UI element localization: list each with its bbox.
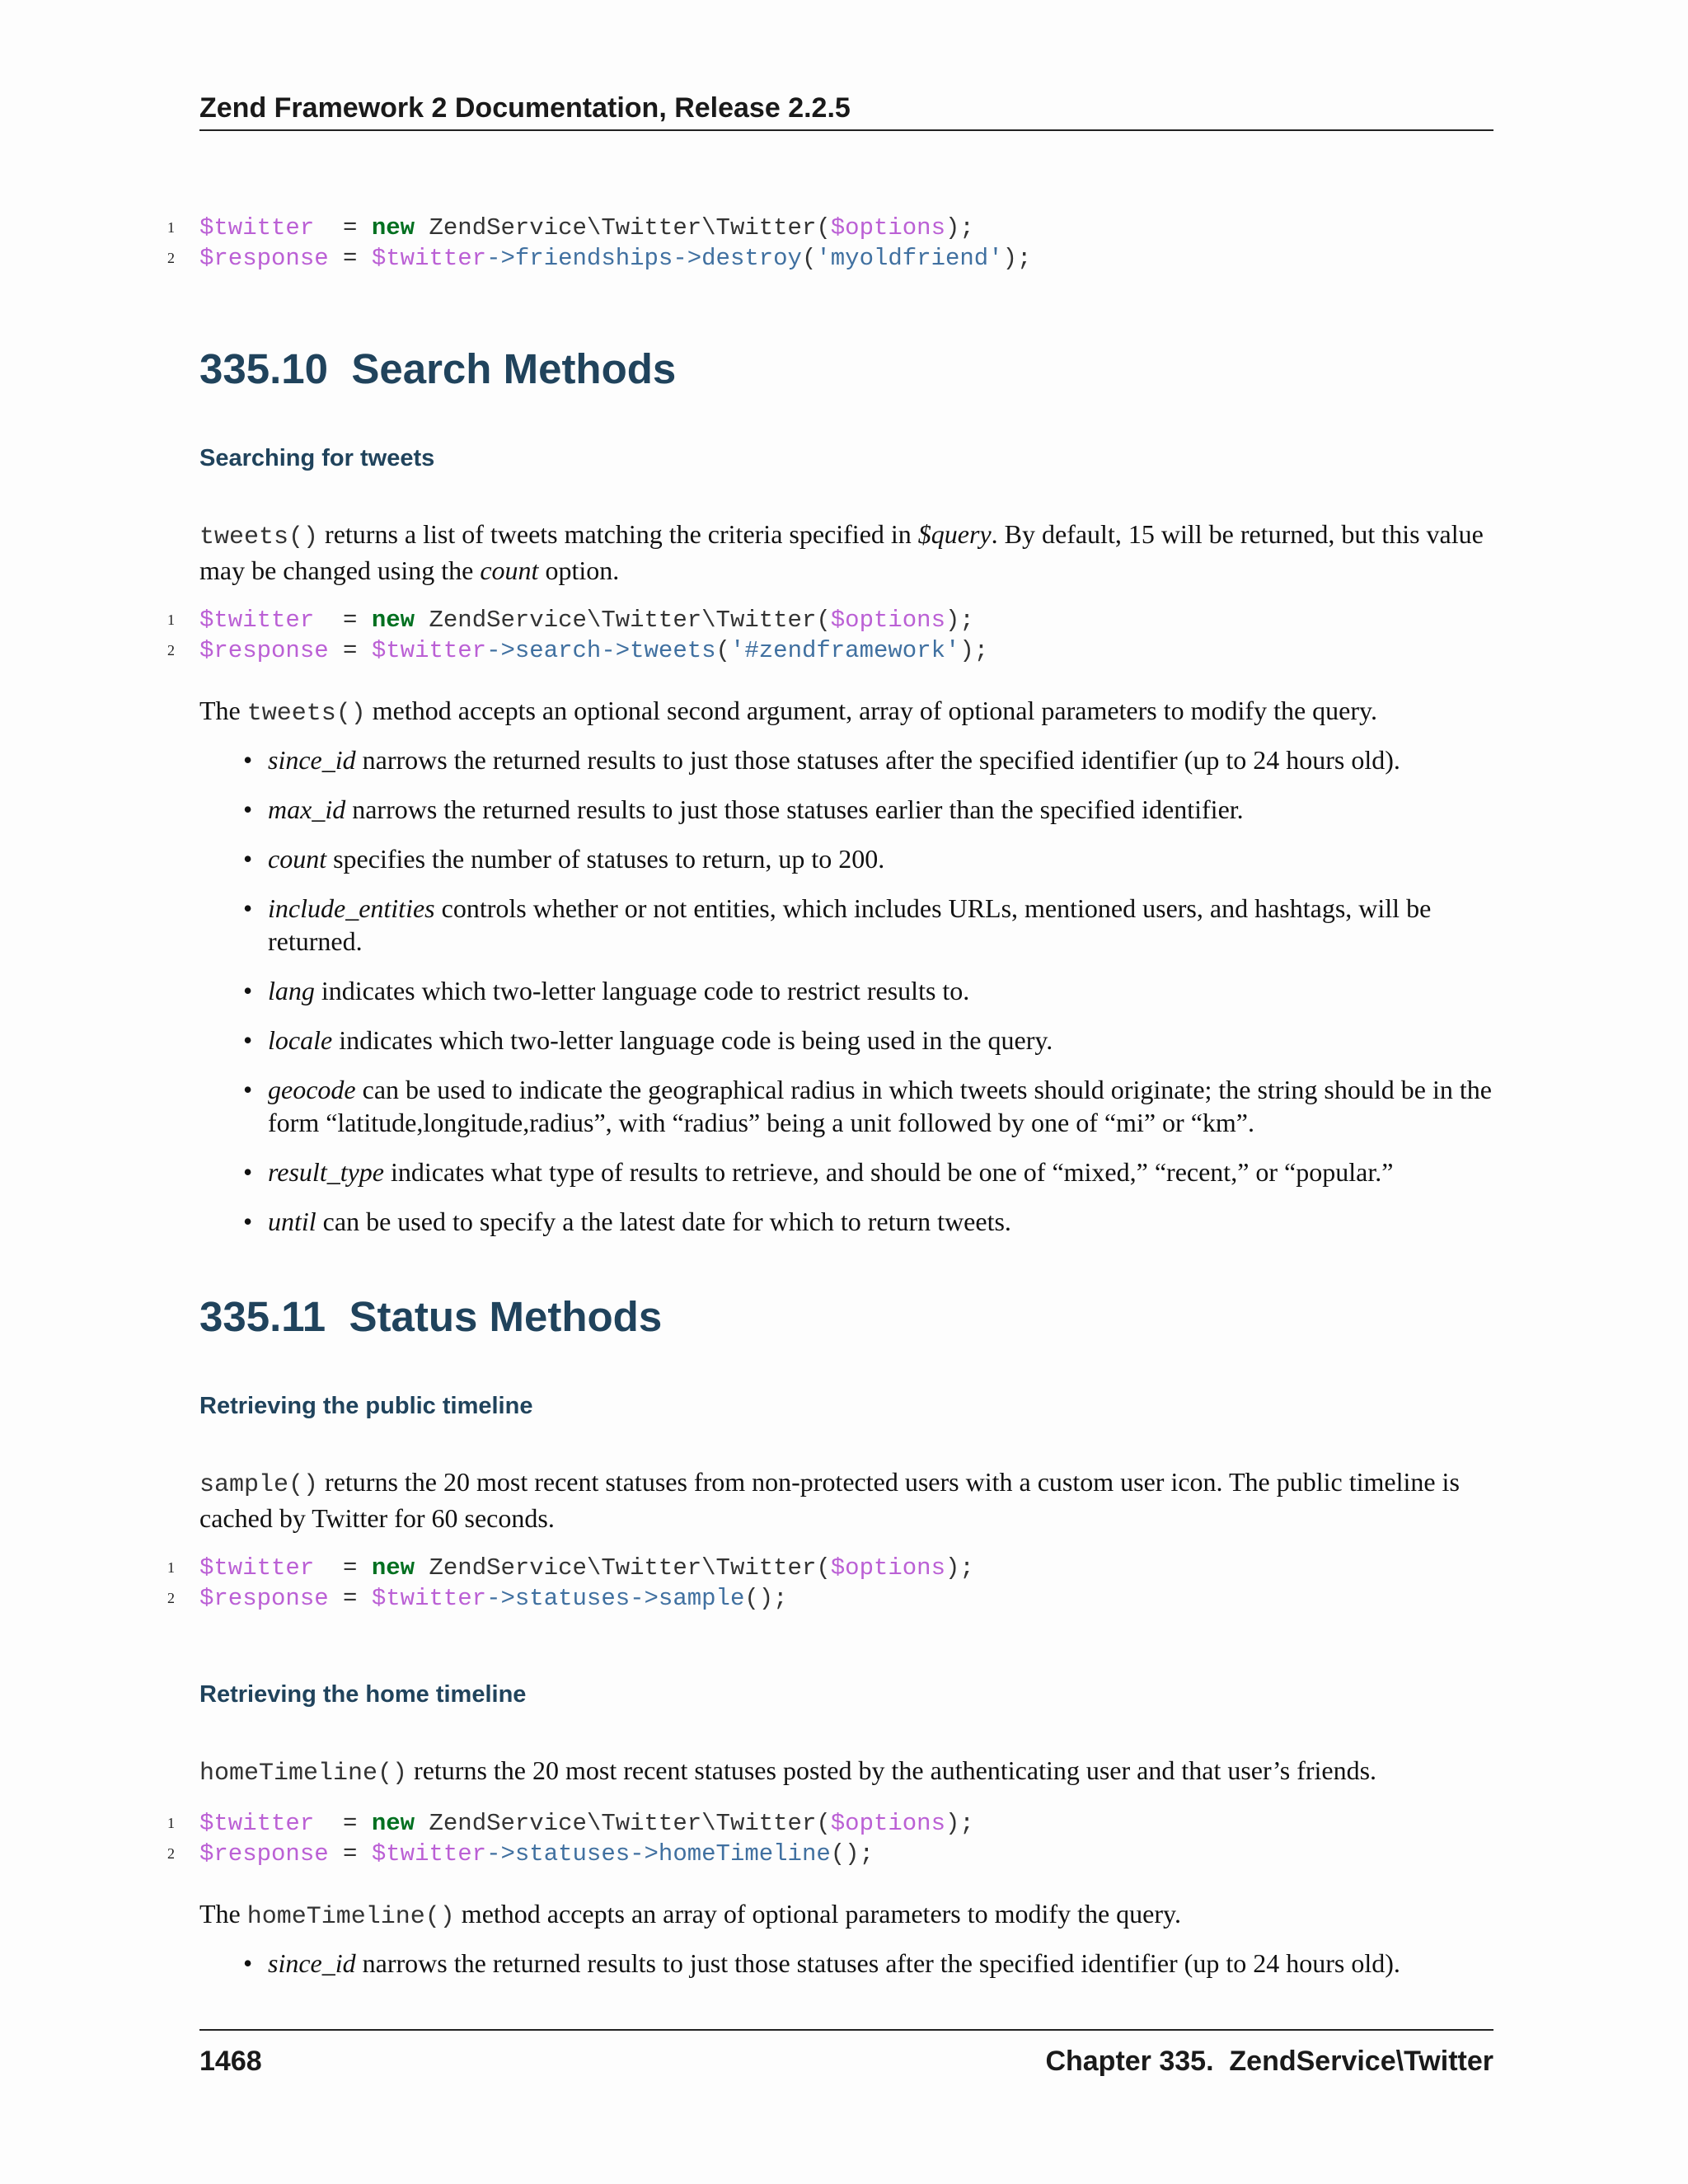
code-token: ->statuses->sample (486, 1585, 745, 1612)
code-token: ZendService\Twitter\Twitter( (415, 607, 831, 634)
code-token: ->search->tweets (486, 637, 716, 664)
param-description: indicates which two-letter language code to restrict results to. (314, 976, 970, 1005)
code-token: new (371, 1554, 415, 1582)
code-line (167, 1553, 974, 1583)
code-token: ); (945, 1554, 974, 1582)
list-item (199, 842, 1493, 875)
list-item (199, 1073, 1493, 1139)
paragraph-home-intro: homeTimeline() returns the 20 most recent statuses posted by the authenticating user and that user’s friends. (199, 1755, 1377, 1788)
line-number: 1 (167, 1815, 175, 1831)
code-token: ); (945, 214, 974, 241)
code-token: = (328, 245, 372, 272)
param-name: since_id (268, 745, 356, 775)
code-token: = (314, 607, 372, 634)
line-number: 1 (167, 612, 175, 628)
subheading-public-timeline: Retrieving the public timeline (199, 1393, 533, 1419)
code-token: ZendService\Twitter\Twitter( (415, 1554, 831, 1582)
param-description: specifies the number of statuses to return, up to 200. (326, 844, 885, 874)
list-item (199, 793, 1493, 826)
code-line (167, 213, 1031, 243)
list-item (199, 1947, 1493, 1980)
header-rule (199, 129, 1493, 131)
section-heading-status: 335.11 Status Methods (199, 1293, 663, 1340)
subheading-searching-tweets: Searching for tweets (199, 445, 435, 471)
code-token: $twitter (199, 1810, 315, 1837)
paragraph-tweets-intro: tweets() returns a list of tweets matching the criteria specified in $query. By default, 15 will be returned, but this value may be changed using the count option. (199, 519, 1484, 585)
code-token: $twitter (199, 1554, 315, 1582)
code-token: $options (830, 214, 945, 241)
param-description: controls whether or not entities, which includes URLs, mentioned users, and hashtags, will be returned. (268, 893, 1432, 956)
code-token: = (314, 1554, 372, 1582)
subheading-home-timeline: Retrieving the home timeline (199, 1681, 527, 1708)
inline-code: tweets() (246, 700, 366, 728)
code-token: new (371, 1810, 415, 1837)
code-block (167, 213, 1032, 274)
param-description: narrows the returned results to just those statuses after the specified identifier (up to 24 hours old). (355, 745, 1400, 775)
param-name: geocode (268, 1075, 356, 1104)
list-item (199, 743, 1493, 776)
code-token: $twitter (371, 637, 487, 664)
code-token: ); (945, 1810, 974, 1837)
code-block (167, 1808, 974, 1869)
param-name: since_id (268, 1948, 356, 1978)
param-name: result_type (268, 1157, 384, 1187)
code-token: = (314, 1810, 372, 1837)
list-item (199, 974, 1493, 1007)
code-block (167, 1553, 974, 1614)
list-item (199, 1024, 1493, 1057)
inline-code: sample() (199, 1471, 319, 1499)
code-token: $twitter (199, 607, 315, 634)
code-token: = (328, 637, 372, 664)
param-name: until (268, 1207, 316, 1236)
running-header: Zend Framework 2 Documentation, Release 2.2.5 (199, 92, 851, 124)
param-description: indicates what type of results to retrieve, and should be one of “mixed,” “recent,” or “popular.” (384, 1157, 1394, 1187)
code-token: ->statuses->homeTimeline (486, 1840, 831, 1868)
param-name: count (268, 844, 327, 874)
param-description: narrows the returned results to just those statuses after the specified identifier (up to 24 hours old). (355, 1948, 1400, 1978)
code-token: ( (801, 245, 817, 272)
code-token: new (371, 214, 415, 241)
code-token: 'myoldfriend' (816, 245, 1003, 272)
code-token: ZendService\Twitter\Twitter( (415, 214, 831, 241)
list-item (199, 1205, 1493, 1238)
param-description: can be used to specify a the latest date for which to return tweets. (316, 1207, 1011, 1236)
line-number: 2 (167, 250, 175, 266)
line-number: 1 (167, 1559, 175, 1576)
code-line (167, 605, 988, 635)
code-token: $twitter (371, 1585, 487, 1612)
code-block (167, 605, 989, 666)
param-name: lang (268, 976, 315, 1005)
code-token: ZendService\Twitter\Twitter( (415, 1810, 831, 1837)
code-token: $response (199, 1840, 329, 1868)
line-number: 2 (167, 642, 175, 658)
code-token: $twitter (199, 214, 315, 241)
footer-rule (199, 2029, 1493, 2031)
code-token: ); (1002, 245, 1032, 272)
param-name: max_id (268, 794, 346, 824)
code-line (167, 1808, 974, 1839)
paragraph-home-params: The homeTimeline() method accepts an array of optional parameters to modify the query. (199, 1899, 1181, 1931)
code-line (167, 635, 989, 666)
code-token: $twitter (371, 1840, 487, 1868)
code-token: = (328, 1840, 372, 1868)
search-params-list (199, 743, 1493, 1254)
code-token: ->friendships->destroy (486, 245, 802, 272)
inline-code: homeTimeline() (199, 1760, 408, 1788)
code-token: $response (199, 637, 329, 664)
param-name: locale (268, 1025, 333, 1055)
code-line (167, 243, 1032, 274)
code-token: new (371, 607, 415, 634)
code-token: $response (199, 245, 329, 272)
code-token: $twitter (371, 245, 487, 272)
line-number: 1 (167, 219, 175, 236)
code-token: = (314, 214, 372, 241)
code-token: ); (959, 637, 989, 664)
param-name: include_entities (268, 893, 435, 923)
param-description: can be used to indicate the geographical radius in which tweets should originate; the string should be in the form “latitude,longitude,radius”, with “radius” being a unit followed by one of “mi” or “km”. (268, 1075, 1492, 1137)
code-token: $options (830, 607, 945, 634)
page-number: 1468 (199, 2046, 262, 2077)
line-number: 2 (167, 1845, 175, 1862)
code-token: ); (945, 607, 974, 634)
code-token: ( (715, 637, 730, 664)
paragraph-tweets-params: The tweets() method accepts an optional second argument, array of optional parameters to modify the query. (199, 696, 1377, 728)
home-params-list (199, 1947, 1493, 1996)
code-line (167, 1583, 974, 1614)
code-token: (); (830, 1840, 874, 1868)
inline-code: tweets() (199, 523, 319, 551)
list-item (199, 1155, 1493, 1188)
line-number: 2 (167, 1590, 175, 1606)
section-heading-search: 335.10 Search Methods (199, 345, 677, 392)
code-token: $options (830, 1810, 945, 1837)
code-token: $options (830, 1554, 945, 1582)
param-description: indicates which two-letter language code is being used in the query. (332, 1025, 1053, 1055)
code-token: = (328, 1585, 372, 1612)
code-line (167, 1839, 974, 1869)
inline-code: homeTimeline() (246, 1903, 455, 1931)
paragraph-sample-intro: sample() returns the 20 most recent statuses from non-protected users with a custom user icon. The public timeline is cached by Twitter for 60 seconds. (199, 1467, 1460, 1533)
code-token: $response (199, 1585, 329, 1612)
chapter-title: Chapter 335. ZendService\Twitter (1045, 2046, 1493, 2077)
list-item (199, 892, 1493, 958)
param-description: narrows the returned results to just those statuses earlier than the specified identifier. (345, 794, 1244, 824)
code-token: '#zendframework' (729, 637, 960, 664)
code-token: (); (744, 1585, 788, 1612)
